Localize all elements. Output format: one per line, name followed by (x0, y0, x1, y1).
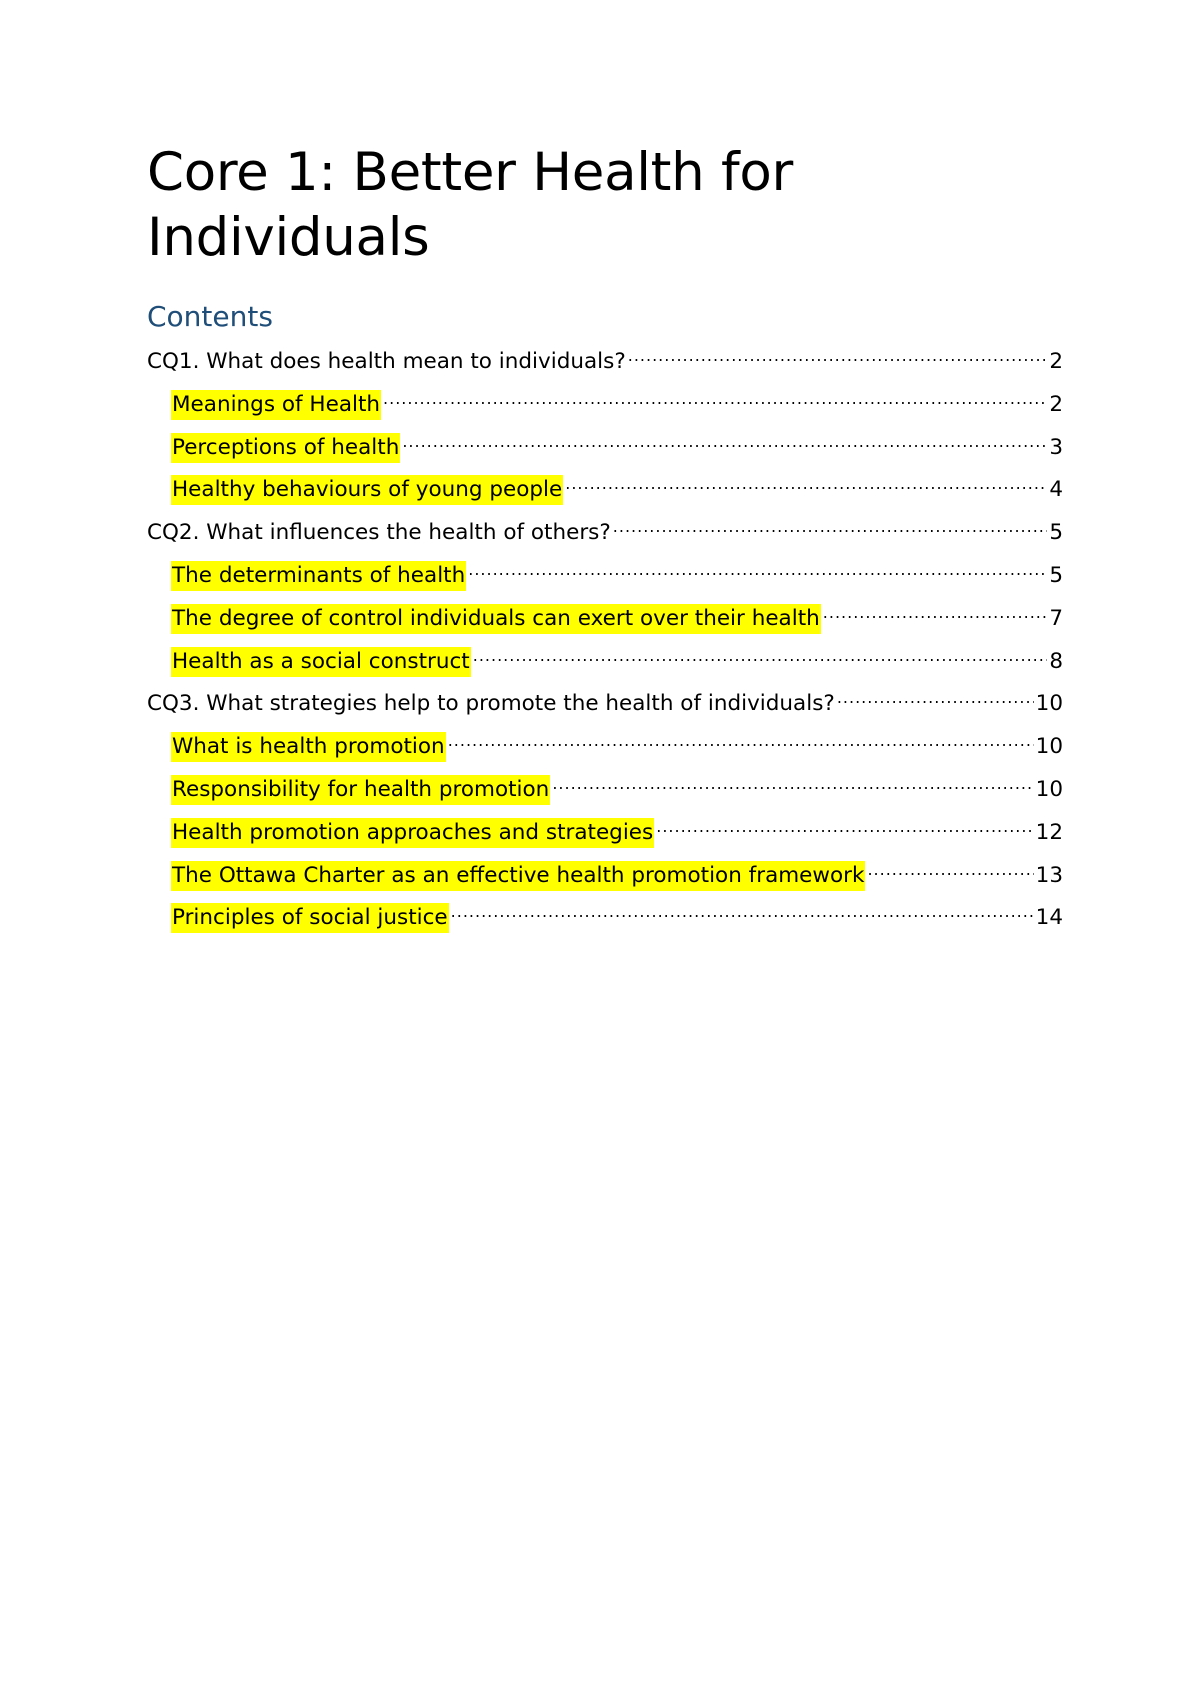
toc-page-number: 12 (1035, 819, 1063, 845)
toc-entry-label: Healthy behaviours of young people (171, 475, 563, 505)
toc-page-number: 3 (1049, 434, 1063, 460)
toc-page-number: 5 (1049, 520, 1063, 546)
toc-dot-leader (565, 466, 1047, 496)
toc-page-number: 7 (1049, 605, 1063, 631)
toc-dot-leader (552, 766, 1033, 796)
toc-entry-label: The Ottawa Charter as an effective health promotion framework (171, 861, 865, 891)
toc-entry-label: The degree of control individuals can exert over their health (171, 604, 821, 634)
toc-dot-leader (473, 638, 1048, 668)
toc-subsection-entry[interactable] (147, 894, 1063, 937)
toc-page-number: 14 (1035, 905, 1063, 931)
toc-section-entry[interactable] (147, 338, 1063, 381)
toc-page-number: 10 (1035, 776, 1063, 802)
document-title (147, 140, 1063, 270)
title-line-1: Core 1: Better Health for (147, 142, 793, 203)
toc-subsection-entry[interactable] (147, 638, 1063, 681)
toc-dot-leader (823, 595, 1048, 625)
toc-entry-label: Perceptions of health (171, 433, 400, 463)
toc-subsection-entry[interactable] (147, 595, 1063, 638)
toc-dot-leader (451, 894, 1034, 924)
toc-subsection-entry[interactable] (147, 809, 1063, 852)
toc-entry-label: CQ3. What strategies help to promote the health of individuals? (147, 691, 835, 717)
toc-entry-label: Health promotion approaches and strategies (171, 818, 654, 848)
toc-subsection-entry[interactable] (147, 852, 1063, 895)
toc-subsection-entry[interactable] (147, 424, 1063, 467)
toc-page-number: 5 (1049, 562, 1063, 588)
toc-page-number: 2 (1049, 391, 1063, 417)
contents-heading: Contents (147, 300, 273, 333)
toc-dot-leader (837, 680, 1034, 710)
title-line-2: Individuals (147, 207, 430, 268)
toc-page-number: 4 (1049, 477, 1063, 503)
toc-entry-label: Responsibility for health promotion (171, 775, 550, 805)
toc-page-number: 8 (1049, 648, 1063, 674)
document-page (147, 140, 1063, 937)
toc-dot-leader (448, 723, 1034, 753)
toc-dot-leader (402, 424, 1047, 454)
toc-dot-leader (628, 338, 1048, 368)
toc-subsection-entry[interactable] (147, 381, 1063, 424)
toc-entry-label: The determinants of health (171, 561, 466, 591)
toc-dot-leader (656, 809, 1033, 839)
toc-dot-leader (613, 509, 1048, 539)
toc-page-number: 2 (1049, 349, 1063, 374)
toc-section-entry[interactable] (147, 509, 1063, 552)
toc-subsection-entry[interactable] (147, 723, 1063, 766)
toc-entry-label: Meanings of Health (171, 390, 381, 420)
toc-subsection-entry[interactable] (147, 552, 1063, 595)
table-of-contents (147, 338, 1063, 937)
toc-entry-label: Health as a social construct (171, 647, 471, 677)
toc-dot-leader (468, 552, 1047, 582)
toc-page-number: 13 (1035, 862, 1063, 888)
toc-entry-label: CQ1. What does health mean to individuals? (147, 349, 626, 374)
toc-subsection-entry[interactable] (147, 766, 1063, 809)
toc-dot-leader (383, 381, 1047, 411)
toc-subsection-entry[interactable] (147, 466, 1063, 509)
toc-page-number: 10 (1035, 734, 1063, 760)
toc-entry-label: Principles of social justice (171, 903, 449, 933)
toc-page-number: 10 (1035, 691, 1063, 717)
toc-section-entry[interactable] (147, 680, 1063, 723)
toc-entry-label: What is health promotion (171, 732, 446, 762)
toc-entry-label: CQ2. What influences the health of others? (147, 520, 611, 546)
toc-dot-leader (867, 852, 1033, 882)
